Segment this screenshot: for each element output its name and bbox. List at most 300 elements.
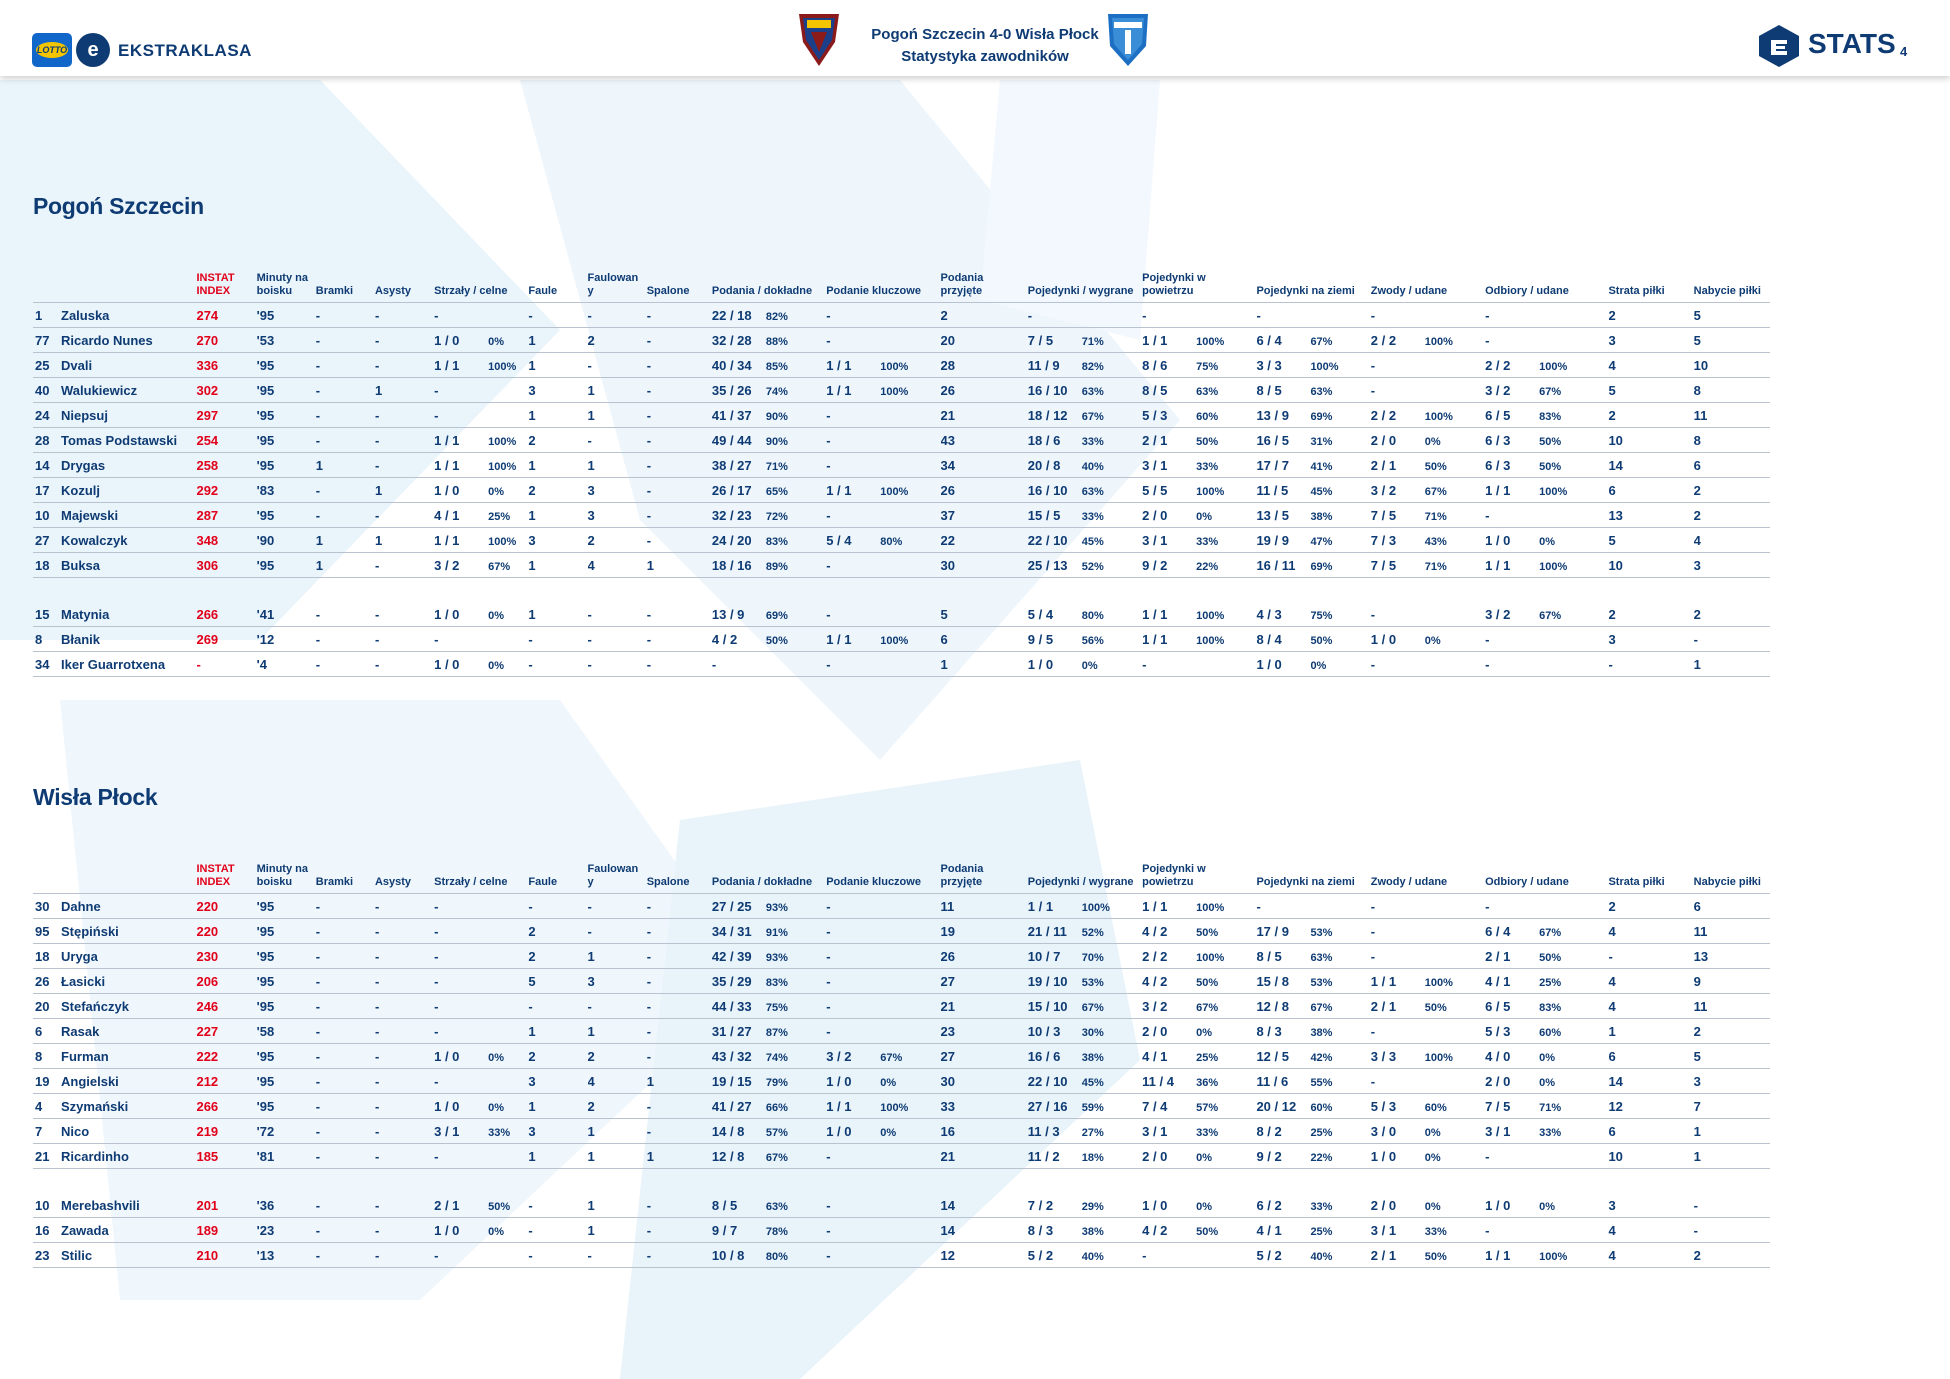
shots-value: 1 / 0 [434, 606, 460, 622]
player-name: Łasicki [61, 973, 106, 989]
passes-cell [712, 994, 826, 1019]
col-header-fouled: Faulowan y [588, 857, 647, 894]
passes-percent: 69% [765, 609, 788, 622]
tackles-cell [1485, 1193, 1608, 1218]
recoveries-cell: 2 [1694, 478, 1770, 503]
index-cell: 189 [196, 1218, 256, 1243]
received-cell: 30 [941, 553, 1028, 578]
assists-cell: 1 [375, 528, 434, 553]
fouled-cell: 2 [588, 528, 647, 553]
shots-cell [434, 1094, 528, 1119]
player-row [33, 894, 1770, 919]
received-cell: 33 [941, 1094, 1028, 1119]
duels-value: 1 / 1 [1027, 898, 1054, 914]
offsides-cell: - [647, 503, 712, 528]
received-cell: 30 [941, 1069, 1028, 1094]
duels-value: 25 / 13 [1027, 557, 1068, 573]
key-passes-cell [826, 403, 940, 428]
player-name: Niepsuj [61, 407, 108, 423]
tackles-percent: 100% [1539, 560, 1568, 573]
shots-cell [434, 378, 528, 403]
col-header-idx: INSTAT INDEX [196, 266, 256, 303]
index-cell: 230 [196, 944, 256, 969]
shirt-number: 8 [35, 631, 43, 647]
received-cell: 27 [941, 969, 1028, 994]
shots-value: 2 / 1 [434, 1197, 460, 1213]
index-cell: 219 [196, 1119, 256, 1144]
fouled-cell: 1 [588, 453, 647, 478]
tackles-cell [1485, 403, 1608, 428]
player-cell [33, 353, 196, 378]
lost-cell: 4 [1608, 969, 1693, 994]
ground-duels-value: 8 / 2 [1256, 1123, 1282, 1139]
duels-percent: 56% [1081, 634, 1104, 647]
key-passes-value: 1 / 1 [826, 357, 852, 373]
tackles-percent: 0% [1539, 1051, 1555, 1064]
min-cell: '58 [257, 1019, 316, 1044]
shots-cell [434, 453, 528, 478]
tackles-cell [1485, 303, 1608, 328]
passes-percent: 65% [765, 485, 788, 498]
ground-duels-cell [1256, 602, 1370, 627]
dribbles-value: 7 / 5 [1370, 507, 1397, 523]
fouls-cell: 5 [528, 969, 587, 994]
ground-duels-cell [1256, 428, 1370, 453]
offsides-cell: - [647, 353, 712, 378]
player-row [33, 553, 1770, 578]
assists-cell: - [375, 1193, 434, 1218]
dribbles-value: 1 / 1 [1370, 973, 1397, 989]
tackles-percent: 67% [1539, 609, 1562, 622]
shirt-number: 7 [35, 1123, 43, 1139]
fouled-cell: 3 [588, 503, 647, 528]
tackles-value: 4 / 0 [1485, 1048, 1511, 1064]
shots-value: 1 / 0 [434, 482, 460, 498]
key-passes-value: - [826, 656, 831, 672]
lost-cell: 4 [1608, 353, 1693, 378]
shots-value: - [434, 923, 439, 939]
dribbles-cell [1371, 428, 1485, 453]
player-row [33, 1119, 1770, 1144]
dribbles-value: 1 / 0 [1370, 631, 1397, 647]
air-duels-percent: 100% [1196, 951, 1225, 964]
col-header-fouled: Faulowan y [588, 266, 647, 303]
duels-cell [1028, 652, 1142, 677]
offsides-cell: - [647, 919, 712, 944]
air-duels-cell [1142, 478, 1256, 503]
tackles-value: 7 / 5 [1485, 1098, 1511, 1114]
air-duels-cell [1142, 1069, 1256, 1094]
recoveries-cell: 5 [1694, 1044, 1770, 1069]
dribbles-cell [1371, 944, 1485, 969]
goals-cell: - [316, 1144, 375, 1169]
key-passes-cell [826, 528, 940, 553]
player-row [33, 994, 1770, 1019]
passes-cell [712, 353, 826, 378]
col-header-min: Minuty na boisku [257, 266, 316, 303]
duels-cell [1028, 1019, 1142, 1044]
shots-value: 1 / 0 [434, 1048, 460, 1064]
ground-duels-value: 15 / 8 [1256, 973, 1289, 989]
player-name: Matynia [61, 606, 110, 622]
duels-cell [1028, 428, 1142, 453]
duels-value: 19 / 10 [1027, 973, 1068, 989]
index-cell: 227 [196, 1019, 256, 1044]
recoveries-cell: 1 [1694, 1119, 1770, 1144]
shots-value: 3 / 1 [434, 1123, 460, 1139]
lost-cell: 3 [1608, 328, 1693, 353]
report-subtitle: Statystyka zawodników [901, 48, 1069, 65]
dribbles-cell [1371, 503, 1485, 528]
min-cell: '95 [257, 894, 316, 919]
player-name: Błanik [61, 631, 101, 647]
player-cell [33, 994, 196, 1019]
wisla-crest-icon [1106, 12, 1150, 68]
dribbles-percent: 71% [1424, 510, 1447, 523]
fouls-cell: 2 [528, 478, 587, 503]
ground-duels-value: 6 / 4 [1256, 332, 1282, 348]
fouls-cell: 3 [528, 528, 587, 553]
player-name: Zaluska [61, 307, 110, 323]
col-header-ground_duels: Pojedynki na ziemi [1256, 266, 1370, 303]
dribbles-value: - [1370, 1023, 1376, 1039]
shirt-number: 18 [35, 948, 50, 964]
player-row [33, 944, 1770, 969]
col-header-duels: Pojedynki / wygrane [1028, 857, 1142, 894]
team-name-home: Pogoń Szczecin [33, 193, 204, 219]
assists-cell: - [375, 1218, 434, 1243]
duels-cell [1028, 478, 1142, 503]
goals-cell: - [316, 1218, 375, 1243]
key-passes-value: 5 / 4 [826, 532, 852, 548]
tackles-percent: 67% [1539, 926, 1562, 939]
player-cell [33, 1218, 196, 1243]
tackles-value: - [1485, 507, 1490, 523]
dribbles-percent: 100% [1424, 976, 1453, 989]
match-title: Pogoń Szczecin 4-0 Wisła Płock [871, 26, 1099, 43]
passes-cell [712, 627, 826, 652]
air-duels-cell [1142, 428, 1256, 453]
received-cell: 23 [941, 1019, 1028, 1044]
shots-value: 1 / 1 [434, 357, 460, 373]
duels-percent: 82% [1081, 360, 1104, 373]
lost-cell: 12 [1608, 1094, 1693, 1119]
league-name: EKSTRAKLASA [118, 41, 252, 60]
air-duels-value: 2 / 0 [1142, 1023, 1168, 1039]
ekstraklasa-mark-icon: e [76, 33, 110, 67]
passes-value: 41 / 37 [711, 407, 752, 423]
dribbles-cell [1371, 1144, 1485, 1169]
fouls-cell: 1 [528, 403, 587, 428]
dribbles-cell [1371, 1218, 1485, 1243]
player-cell [33, 478, 196, 503]
ground-duels-percent: 25% [1310, 1126, 1333, 1139]
duels-percent: 40% [1081, 1250, 1104, 1263]
dribbles-value: 2 / 1 [1370, 998, 1397, 1014]
col-header-received: Podania przyjęte [941, 857, 1028, 894]
dribbles-cell [1371, 919, 1485, 944]
dribbles-percent: 50% [1424, 1250, 1447, 1263]
page-number: 4 [1900, 44, 1908, 59]
shots-percent: 50% [488, 1200, 511, 1213]
passes-cell [712, 1144, 826, 1169]
goals-cell: - [316, 1069, 375, 1094]
air-duels-percent: 50% [1196, 1225, 1219, 1238]
air-duels-cell [1142, 1144, 1256, 1169]
dribbles-value: 2 / 2 [1370, 332, 1397, 348]
duels-value: 5 / 2 [1027, 1247, 1054, 1263]
dribbles-cell [1371, 328, 1485, 353]
ground-duels-percent: 60% [1310, 1101, 1333, 1114]
index-cell: 287 [196, 503, 256, 528]
shots-percent: 100% [488, 535, 517, 548]
duels-value: - [1027, 307, 1033, 323]
passes-percent: 82% [765, 310, 788, 323]
passes-percent: 93% [765, 901, 788, 914]
index-cell: 210 [196, 1243, 256, 1268]
key-passes-cell [826, 453, 940, 478]
tackles-value: - [1485, 898, 1490, 914]
dribbles-value: 2 / 2 [1370, 407, 1397, 423]
duels-value: 10 / 7 [1027, 948, 1061, 964]
tackles-value: 3 / 2 [1485, 606, 1511, 622]
duels-value: 16 / 10 [1027, 382, 1068, 398]
ground-duels-percent: 38% [1310, 510, 1333, 523]
duels-percent: 30% [1081, 1026, 1104, 1039]
fouls-cell: 1 [528, 1144, 587, 1169]
air-duels-value: 1 / 0 [1142, 1197, 1168, 1213]
lost-cell: 3 [1608, 627, 1693, 652]
player-row [33, 428, 1770, 453]
tackles-value: - [1485, 631, 1490, 647]
min-cell: '95 [257, 428, 316, 453]
recoveries-cell: 8 [1694, 378, 1770, 403]
ground-duels-cell [1256, 478, 1370, 503]
key-passes-cell [826, 1218, 940, 1243]
fouled-cell: - [588, 353, 647, 378]
air-duels-cell [1142, 652, 1256, 677]
passes-cell [712, 1069, 826, 1094]
key-passes-percent: 67% [880, 1051, 903, 1064]
key-passes-value: 1 / 1 [826, 631, 852, 647]
key-passes-cell [826, 478, 940, 503]
key-passes-percent: 0% [880, 1076, 897, 1089]
min-cell: '4 [257, 652, 316, 677]
passes-cell [712, 969, 826, 994]
assists-cell: - [375, 503, 434, 528]
assists-cell: - [375, 1069, 434, 1094]
duels-cell [1028, 1193, 1142, 1218]
key-passes-value: - [826, 432, 831, 448]
recoveries-cell: 13 [1694, 944, 1770, 969]
passes-percent: 63% [765, 1200, 788, 1213]
ground-duels-cell [1256, 353, 1370, 378]
dribbles-value: 2 / 0 [1370, 432, 1397, 448]
received-cell: 20 [941, 328, 1028, 353]
ground-duels-value: 4 / 3 [1256, 606, 1282, 622]
recoveries-cell: 1 [1694, 1144, 1770, 1169]
shirt-number: 10 [35, 507, 50, 523]
player-cell [33, 1119, 196, 1144]
player-cell [33, 1069, 196, 1094]
dribbles-value: 5 / 3 [1370, 1098, 1397, 1114]
key-passes-cell [826, 378, 940, 403]
goals-cell: - [316, 378, 375, 403]
assists-cell: - [375, 627, 434, 652]
passes-cell [712, 428, 826, 453]
passes-percent: 66% [765, 1101, 788, 1114]
tackles-percent: 60% [1539, 1026, 1562, 1039]
goals-cell: - [316, 353, 375, 378]
passes-value: 41 / 27 [711, 1098, 752, 1114]
fouled-cell: - [588, 428, 647, 453]
dribbles-value: - [1370, 656, 1376, 672]
key-passes-value: - [826, 923, 831, 939]
received-cell: 22 [941, 528, 1028, 553]
tackles-value: 5 / 3 [1485, 1023, 1511, 1039]
player-row [33, 478, 1770, 503]
passes-percent: 74% [765, 385, 788, 398]
air-duels-value: 8 / 5 [1142, 382, 1168, 398]
passes-percent: 90% [765, 410, 788, 423]
shirt-number: 1 [35, 307, 43, 323]
min-cell: '95 [257, 403, 316, 428]
lost-cell: 4 [1608, 1243, 1693, 1268]
dribbles-cell [1371, 627, 1485, 652]
dribbles-percent: 0% [1424, 1126, 1441, 1139]
offsides-cell: - [647, 428, 712, 453]
offsides-cell: - [647, 478, 712, 503]
col-header-recoveries: Nabycie piłki [1694, 266, 1770, 303]
key-passes-value: - [826, 332, 831, 348]
air-duels-value: 1 / 1 [1142, 631, 1168, 647]
dribbles-cell [1371, 994, 1485, 1019]
goals-cell: - [316, 1243, 375, 1268]
air-duels-percent: 57% [1196, 1101, 1219, 1114]
key-passes-cell [826, 1069, 940, 1094]
player-name: Nico [61, 1123, 90, 1139]
col-header-player [33, 857, 196, 894]
col-header-idx: INSTAT INDEX [196, 857, 256, 894]
recoveries-cell: - [1694, 1218, 1770, 1243]
lost-cell: - [1608, 652, 1693, 677]
fouls-cell: 3 [528, 1119, 587, 1144]
air-duels-cell [1142, 994, 1256, 1019]
duels-percent: 52% [1081, 926, 1104, 939]
passes-percent: 89% [765, 560, 788, 573]
duels-percent: 52% [1081, 560, 1104, 573]
fouls-cell: 1 [528, 553, 587, 578]
passes-percent: 75% [765, 1001, 788, 1014]
received-cell: 34 [941, 453, 1028, 478]
col-header-fouls: Faule [528, 857, 587, 894]
shirt-number: 28 [35, 432, 50, 448]
lost-cell: 5 [1608, 528, 1693, 553]
air-duels-percent: 75% [1196, 360, 1219, 373]
duels-value: 15 / 10 [1027, 998, 1068, 1014]
ground-duels-value: 11 / 6 [1256, 1073, 1289, 1089]
duels-value: 7 / 5 [1027, 332, 1054, 348]
player-name: Drygas [61, 457, 106, 473]
ground-duels-percent: 33% [1310, 1200, 1333, 1213]
key-passes-cell [826, 627, 940, 652]
shots-value: - [434, 898, 439, 914]
passes-percent: 50% [765, 634, 788, 647]
key-passes-percent: 100% [880, 385, 909, 398]
key-passes-cell [826, 994, 940, 1019]
tackles-value: - [1485, 307, 1490, 323]
air-duels-cell [1142, 303, 1256, 328]
dribbles-cell [1371, 553, 1485, 578]
received-cell: 16 [941, 1119, 1028, 1144]
passes-value: 34 / 31 [711, 923, 752, 939]
offsides-cell: - [647, 1119, 712, 1144]
shirt-number: 77 [35, 332, 50, 348]
lost-cell: 4 [1608, 919, 1693, 944]
col-header-passes: Podania / dokładne [712, 266, 826, 303]
dribbles-percent: 0% [1424, 634, 1441, 647]
goals-cell: - [316, 1193, 375, 1218]
air-duels-value: 5 / 5 [1142, 482, 1168, 498]
dribbles-percent: 67% [1424, 485, 1447, 498]
key-passes-cell [826, 328, 940, 353]
tackles-cell [1485, 353, 1608, 378]
received-cell: 6 [941, 627, 1028, 652]
tackles-cell [1485, 503, 1608, 528]
tackles-value: 1 / 1 [1485, 482, 1511, 498]
tackles-percent: 0% [1539, 1200, 1555, 1213]
recoveries-cell: 7 [1694, 1094, 1770, 1119]
col-header-tackles: Odbiory / udane [1485, 857, 1608, 894]
tackles-cell [1485, 969, 1608, 994]
assists-cell: - [375, 1144, 434, 1169]
passes-cell [712, 553, 826, 578]
tackles-cell [1485, 428, 1608, 453]
recoveries-cell: 5 [1694, 303, 1770, 328]
col-header-assists: Asysty [375, 266, 434, 303]
shirt-number: 23 [35, 1247, 50, 1263]
spacer-cell [33, 578, 1770, 603]
key-passes-cell [826, 1119, 940, 1144]
index-cell: - [196, 652, 256, 677]
received-cell: 28 [941, 353, 1028, 378]
offsides-cell: - [647, 1218, 712, 1243]
player-row [33, 403, 1770, 428]
key-passes-value: - [826, 307, 831, 323]
key-passes-value: - [826, 507, 831, 523]
index-cell: 297 [196, 403, 256, 428]
passes-percent: 57% [765, 1126, 788, 1139]
player-row [33, 1144, 1770, 1169]
ground-duels-percent: 100% [1310, 360, 1339, 373]
match-title-block [820, 24, 1150, 68]
min-cell: '53 [257, 328, 316, 353]
air-duels-cell [1142, 503, 1256, 528]
ground-duels-cell [1256, 503, 1370, 528]
passes-cell [712, 602, 826, 627]
ground-duels-percent: 53% [1310, 976, 1333, 989]
fouled-cell: 3 [588, 478, 647, 503]
player-cell [33, 403, 196, 428]
lost-cell: 4 [1608, 1218, 1693, 1243]
dribbles-cell [1371, 1119, 1485, 1144]
ground-duels-value: 19 / 9 [1256, 532, 1289, 548]
air-duels-cell [1142, 403, 1256, 428]
key-passes-cell [826, 894, 940, 919]
shirt-number: 14 [35, 457, 50, 473]
fouls-cell: - [528, 652, 587, 677]
player-row [33, 303, 1770, 328]
